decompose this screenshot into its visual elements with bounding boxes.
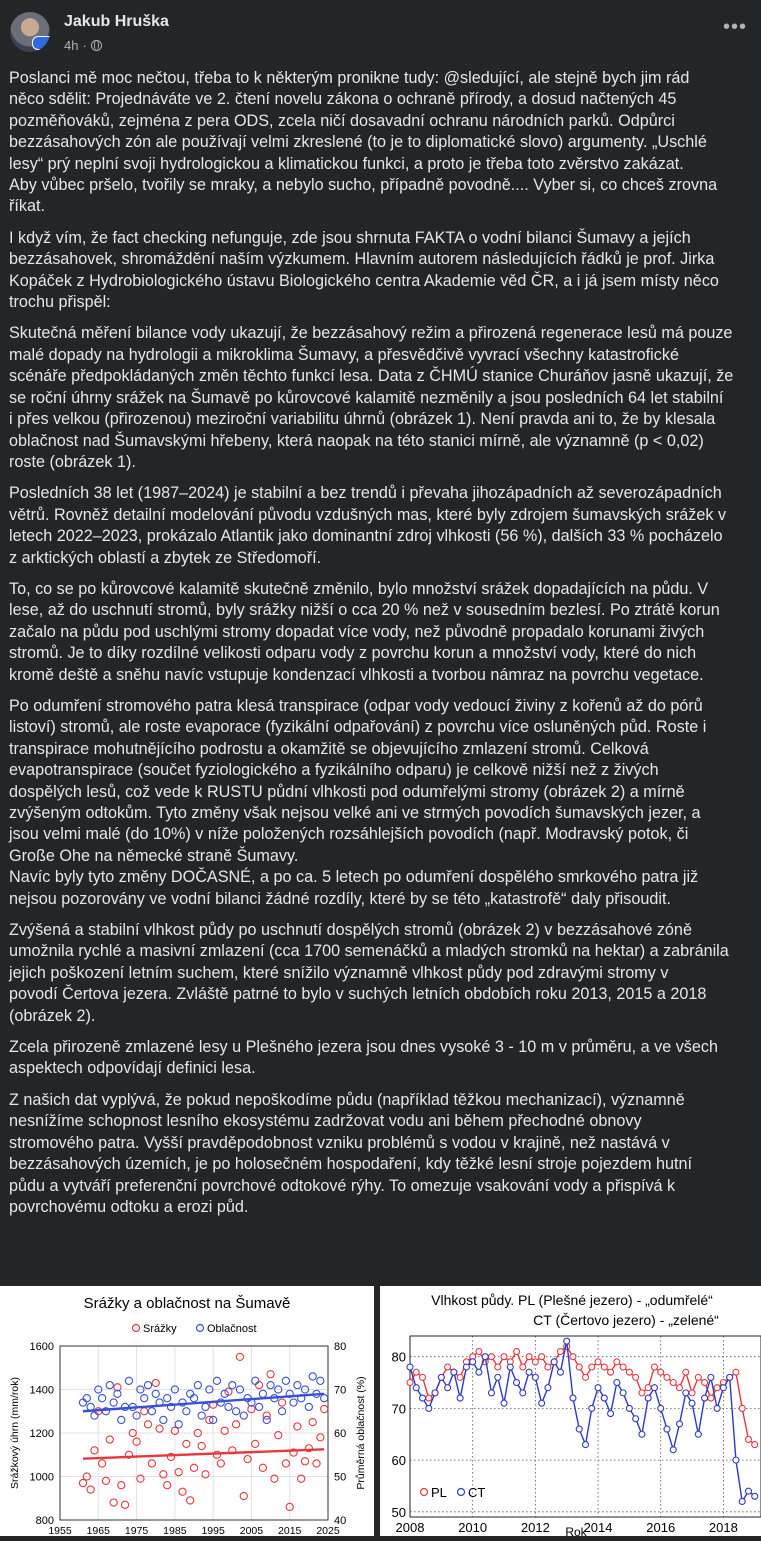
post-paragraph: Zvýšená a stabilní vlhkost půdy po uschnutí dospělých stromů (obrázek 2) v bezzásahové zóně umožnila rychlé a masivní zmlazení (cca 1700 semenáčků a mladých stromků na hektar) a zabránila jejich poškození letním suchem, které snížilo významně vlhkost půdy pod zdravými stromy v povodí Čertova jezera. Zvláště patrné to bylo v suchých letních obdobích roku 2013, 2015 a 2018 (obrázek 2). [9, 921, 729, 1025]
pl-point [501, 1354, 507, 1360]
oblacnost-point [99, 1395, 106, 1402]
x-axis-label: Rok [565, 1525, 587, 1536]
ct-point [620, 1390, 626, 1396]
pl-point [595, 1359, 601, 1365]
ct-point [407, 1364, 413, 1370]
pl-point [651, 1364, 657, 1370]
post-paragraph: Po odumření stromového patra klesá transpirace (odpar vody vedoucí živiny z kořenů až do pórů listoví) stromů, ale roste evaporace (fyzikální odpařování) z povrchu více osluněných půd. Roste i transpirace mohutnějícího podrostu a okamžitě se objevujícího zmlazení stromů. Celková evapotranspirace (součet fyziologického a fyzikálního odparu) je celkově nižší než z živých dospělých lesů, což vede k RUSTU půdní vlhkosti pod odumřelými stromy (obrázek 2) a mírně zvýšeným odtokům. Tyto změny však nejsou velké ani ve strmých povodích šumavských jezer, a jsou velmi malé (do 10%) v níže položených rozsáhlejších povodích (např. Modravský potok, či Große Ohe na německé straně Šumavy. Navíc byly tyto změny DOČASNÉ, a po ca. 5 letech po odumření dospělého smrkového patra již nejsou pozorovány ve vodní bilanci žádné rozdíly, které by se této „katastrofě“ daly přisoudit. [9, 696, 707, 908]
x-tick-label: 1955 [48, 1525, 72, 1536]
meta-separator: · [82, 38, 87, 53]
x-tick-label: 2005 [239, 1525, 264, 1536]
oblacnost-point [144, 1382, 151, 1389]
ct-point [664, 1426, 670, 1432]
oblacnost-point [152, 1390, 159, 1397]
srazky-point [190, 1464, 197, 1471]
ct-point [633, 1416, 639, 1422]
legend-label-ct: CT [468, 1485, 486, 1500]
y2-tick-label: 70 [334, 1384, 347, 1397]
y2-tick-label: 80 [334, 1341, 347, 1353]
pl-point [583, 1374, 589, 1380]
oblacnost-point [118, 1416, 125, 1423]
pl-point [445, 1364, 451, 1370]
srazky-point [217, 1460, 224, 1467]
srazky-point [141, 1408, 148, 1415]
oblacnost-point [267, 1382, 274, 1389]
ct-point [714, 1405, 720, 1411]
chart1-svg [0, 1286, 374, 1536]
pl-point [645, 1385, 651, 1391]
oblacnost-point [141, 1395, 148, 1402]
y-tick-label: 80 [391, 1349, 406, 1365]
pl-point [426, 1395, 432, 1401]
legend-marker-pl [421, 1489, 428, 1496]
pl-point [658, 1369, 664, 1375]
ct-point [495, 1374, 501, 1380]
srazky-point [187, 1497, 194, 1504]
srazky-point [164, 1482, 171, 1489]
ct-point [720, 1385, 726, 1391]
pl-point [557, 1349, 563, 1355]
srazky-point [87, 1486, 94, 1493]
srazky-point [255, 1382, 262, 1389]
post-header [0, 0, 761, 64]
pl-point [745, 1436, 751, 1442]
legend-label-pl: PL [431, 1485, 447, 1500]
ct-point [601, 1395, 607, 1401]
pl-point [601, 1364, 607, 1370]
pl-point [695, 1374, 701, 1380]
x-tick-label: 2016 [646, 1520, 676, 1535]
pl-point [420, 1374, 426, 1380]
srazky-point [91, 1447, 98, 1454]
ct-point [438, 1374, 444, 1380]
chart2-svg [380, 1286, 761, 1536]
legend-marker-oblacnost [197, 1325, 204, 1332]
pl-point [633, 1374, 639, 1380]
ct-point [658, 1405, 664, 1411]
pl-point [539, 1354, 545, 1360]
pl-point [570, 1354, 576, 1360]
oblacnost-point [187, 1390, 194, 1397]
srazky-point [321, 1405, 328, 1412]
ct-point [432, 1390, 438, 1396]
srazky-point [179, 1488, 186, 1495]
x-tick-label: 2012 [520, 1520, 550, 1535]
post-paragraph: Posledních 38 let (1987–2024) je stabilní a bez trendů i převaha jihozápadních až severozápadních větrů. Rovněž detailní modelování původu vzdušných mas, které byly zdrojem šumavských srážek v letech 2022–2023, prokázalo Atlantik jako dominantní zdroj vlhkosti (56 %), dalších 33 % pocházelo z arktických oblastí a zbytek ze Středomoří. [9, 484, 727, 567]
srazky-point [233, 1421, 240, 1428]
ct-line [410, 1341, 755, 1501]
oblacnost-point [110, 1399, 117, 1406]
ct-point [727, 1374, 733, 1380]
pl-point [576, 1364, 582, 1370]
ct-point [683, 1390, 689, 1396]
pl-point [733, 1369, 739, 1375]
post-time[interactable]: 4h [64, 38, 79, 53]
pl-point [545, 1364, 551, 1370]
oblacnost-point [202, 1403, 209, 1410]
ct-point [501, 1400, 507, 1406]
oblacnost-point [233, 1408, 240, 1415]
oblacnost-point [240, 1412, 247, 1419]
ct-point [451, 1369, 457, 1375]
ct-point [608, 1411, 614, 1417]
oblacnost-point [317, 1377, 324, 1384]
chart-soil-moisture[interactable] [380, 1286, 761, 1536]
chart2-title: Vlhkost půdy. PL (Plešné jezero) - „odumřelé“ [431, 1292, 713, 1308]
srazky-point [252, 1440, 259, 1447]
ct-point [545, 1385, 551, 1391]
pl-point [702, 1380, 708, 1386]
legend-label-oblacnost: Oblačnost [207, 1323, 257, 1335]
srazky-point [236, 1353, 243, 1360]
srazky-point [118, 1482, 125, 1489]
srazky-point [175, 1469, 182, 1476]
post-paragraph: Poslanci mě moc nečtou, třeba to k některým pronikne tudy: @sledující, ale stejně bych jim rád něco sdělit: Projednáváte ve 2. čtení novelu zákona o ochraně přírody, a dosud načtených 45 pozměňováků, zejména z pera ODS, zcela ničí dosavadní ochranu národních parků. Odpůrci bezzásahových zón ale používají velmi zkreslené (to je to diplomatické slovo) argumenty. „Uschlé lesy“ prý neplní svoji hydrologickou a klimatickou funkci, a proto je třeba toto zvěrstvo zakázat. Aby vůbec pršelo, tvořily se mraky, a nebylo sucho, případně povodně.... Vyber si, co chceš zrovna říkat. [9, 69, 718, 216]
ct-point [507, 1364, 513, 1370]
ct-point [520, 1390, 526, 1396]
post-paragraph: Skutečná měření bilance vody ukazují, že bezzásahový režim a přirozená regenerace lesů má pouze malé dopady na hydrologii a mikroklima Šumavy, a přesvědčivě vyvrací všechny katastrofické scénáře předpokládaných změn těchto funkcí lesa. Data z ČHMÚ stanice Churáňov jasně ukazují, že se roční úhrny srážek na Šumavě po kůrovcové kalamitě nezměnily a jsou posledních 64 let stabilní i přes velkou (přirozenou) meziroční variabilitu úhrnů (obrázek 1). Není pravda ani to, že by klesala oblačnost nad Šumavskými hřebeny, která naopak na této stanici mírně, ale významně (p < 0,02) roste (obrázek 1). [9, 324, 734, 471]
ct-point [457, 1395, 463, 1401]
ct-point [476, 1369, 482, 1375]
chart1-title: Srážky a oblačnost na Šumavě [83, 1295, 291, 1312]
ct-point [689, 1400, 695, 1406]
pl-point [488, 1354, 494, 1360]
ct-point [645, 1395, 651, 1401]
ct-point [470, 1359, 476, 1365]
pl-point [626, 1369, 632, 1375]
ct-point [551, 1359, 557, 1365]
oblacnost-point [79, 1399, 86, 1406]
srazky-point [301, 1458, 308, 1465]
ct-point [589, 1405, 595, 1411]
ct-point [745, 1488, 751, 1494]
y-tick-label: 60 [391, 1453, 406, 1469]
oblacnost-point [255, 1403, 262, 1410]
ct-point [583, 1442, 589, 1448]
ct-point [426, 1405, 432, 1411]
ct-point [532, 1374, 538, 1380]
srazky-point [294, 1423, 301, 1430]
ct-point [488, 1390, 494, 1396]
oblacnost-point [259, 1390, 266, 1397]
plot-frame [410, 1336, 761, 1517]
srazky-point [183, 1440, 190, 1447]
pl-point [670, 1380, 676, 1386]
post-paragraph: Zcela přirozeně zmlazené lesy u Plešného jezera jsou dnes vysoké 3 - 10 m v průměru, a ve všech aspektech odpovídají definici lesa. [9, 1038, 718, 1078]
ct-point [695, 1431, 701, 1437]
oblacnost-point [305, 1403, 312, 1410]
x-tick-label: 1975 [124, 1525, 149, 1536]
legend-marker-srazky [133, 1325, 140, 1332]
srazky-point [148, 1460, 155, 1467]
srazky-point [278, 1399, 285, 1406]
y-tick-label: 1600 [29, 1341, 54, 1353]
ct-point [570, 1395, 576, 1401]
y2-tick-label: 50 [334, 1471, 347, 1484]
oblacnost-point [83, 1395, 90, 1402]
srazky-point [144, 1421, 151, 1428]
oblacnost-point [225, 1403, 232, 1410]
ct-point [595, 1385, 601, 1391]
oblacnost-point [198, 1412, 205, 1419]
pl-point [608, 1369, 614, 1375]
ct-point [463, 1364, 469, 1370]
srazky-point [79, 1479, 86, 1486]
x-tick-label: 2010 [458, 1520, 488, 1535]
srazky-point [282, 1460, 289, 1467]
ct-point [708, 1374, 714, 1380]
y-tick-label: 800 [35, 1515, 54, 1527]
srazky-point [99, 1460, 106, 1467]
oblacnost-point [263, 1416, 270, 1423]
oblacnost-point [252, 1377, 259, 1384]
ct-point [514, 1380, 520, 1386]
y-tick-label: 70 [391, 1401, 406, 1417]
ct-point [445, 1385, 451, 1391]
ct-point [639, 1431, 645, 1437]
x-tick-label: 2014 [583, 1520, 613, 1535]
post-meta [64, 38, 102, 53]
post-paragraph: Z našich dat vyplývá, že pokud nepoškodíme půdu (například těžkou mechanizací), významně nesnížíme schopnost lesního ekosystému zadržovat vodu ani během přechodné obnovy stromového patra. Vyšší pravděpodobnost vzniku problémů s vodou v krajině, než nastává v bezzásahových územích, je po holosečném hospodaření, kdy těžké lesní stroje pojezdem hutní půdu a vytváří preferenční povrchové odtokové rýhy. To omezuje vsakování vody a přispívá k povrchovému odtoku a erozi půd. [9, 1090, 692, 1216]
y-tick-label: 1400 [29, 1384, 54, 1397]
oblacnost-point [91, 1412, 98, 1419]
pl-point [526, 1354, 532, 1360]
srazky-point [102, 1477, 109, 1484]
ct-point [677, 1421, 683, 1427]
pl-point [476, 1349, 482, 1355]
pl-point [689, 1390, 695, 1396]
oblacnost-point [321, 1395, 328, 1402]
pl-point [520, 1364, 526, 1370]
ct-point [702, 1395, 708, 1401]
pl-point [752, 1442, 758, 1448]
oblacnost-point [190, 1395, 197, 1402]
post-paragraph: To, co se po kůrovcové kalamitě skutečně změnilo, bylo množství srážek dopadajících na půdu. V lese, až do uschnutí stromů, byly srážky nižší o cca 20 % než v sousedním bezlesí. Po ztrátě korun začalo na půdu pod uschlými stromy dopadat více vody, než původně propadalo korunami živých stromů. Je to díky rozdílné velikosti odparu vody z povrchu korun a množství vody, které do nich kromě deště a sněhu navíc vstupuje kondenzací vlhkosti a tvorbou námraz na povrchu vegetace. [9, 579, 720, 684]
srazky-point [259, 1464, 266, 1471]
x-tick-label: 2008 [395, 1520, 425, 1535]
oblacnost-point [278, 1408, 285, 1415]
srazky-point [156, 1425, 163, 1432]
pl-point [407, 1380, 413, 1386]
pl-point [677, 1385, 683, 1391]
post-text [9, 68, 755, 1228]
globe-icon[interactable] [91, 40, 102, 51]
author-name[interactable]: Jakub Hruška [64, 13, 169, 30]
oblacnost-point [290, 1399, 297, 1406]
ct-point [614, 1380, 620, 1386]
oblacnost-point [229, 1382, 236, 1389]
oblacnost-point [183, 1408, 190, 1415]
oblacnost-point [148, 1408, 155, 1415]
y2-tick-label: 40 [334, 1515, 347, 1527]
oblacnost-point [106, 1382, 113, 1389]
legend-label-srazky: Srážky [143, 1323, 177, 1335]
y-tick-label: 1200 [29, 1428, 54, 1440]
ct-point [626, 1405, 632, 1411]
legend-marker-ct [458, 1489, 465, 1496]
srazky-point [240, 1492, 247, 1499]
post-paragraph: I když vím, že fact checking nefunguje, zde jsou shrnuta FAKTA o vodní bilanci Šumavy a jejích bezzásahovek, shromáždění naším výzkumem. Hlavním autorem následujících řádků je prof. Jirka Kopáček z Hydrobiologického ústavu Biologického centra Akademie věd ČR, a i já jsem místy něco trochu přispěl: [9, 228, 719, 312]
avatar-badge-icon [32, 36, 50, 50]
ct-point [670, 1447, 676, 1453]
x-tick-label: 1985 [163, 1525, 187, 1536]
oblacnost-point [294, 1382, 301, 1389]
x-tick-label: 1965 [86, 1525, 110, 1536]
oblacnost-point [213, 1377, 220, 1384]
y2-tick-label: 60 [334, 1428, 347, 1440]
oblacnost-point [194, 1382, 201, 1389]
oblacnost-point [160, 1416, 167, 1423]
pl-point [514, 1349, 520, 1355]
x-tick-label: 2025 [316, 1525, 340, 1536]
y-tick-label: 1000 [29, 1471, 54, 1484]
srazky-point [110, 1499, 117, 1506]
srazky-point [152, 1379, 159, 1386]
pl-point [589, 1364, 595, 1370]
y-axis-label: Srážkový úhrn (mm/rok) [9, 1376, 21, 1490]
pl-point [714, 1385, 720, 1391]
srazky-point [244, 1456, 251, 1463]
ct-point [651, 1385, 657, 1391]
pl-point [457, 1374, 463, 1380]
ct-point [576, 1426, 582, 1432]
pl-point [413, 1369, 419, 1375]
ct-point [539, 1400, 545, 1406]
srazky-point [313, 1460, 320, 1467]
oblacnost-point [164, 1395, 171, 1402]
srazky-point [317, 1434, 324, 1441]
oblacnost-point [175, 1421, 182, 1428]
chart-precipitation-cloudiness[interactable] [0, 1286, 374, 1536]
author-avatar[interactable] [10, 12, 50, 52]
srazky-point [309, 1419, 316, 1426]
ct-point [526, 1369, 532, 1375]
ct-point [413, 1385, 419, 1391]
pl-point [614, 1359, 620, 1365]
pl-point [664, 1374, 670, 1380]
ct-point [420, 1395, 426, 1401]
srazky-trendline [83, 1449, 324, 1458]
ct-point [564, 1338, 570, 1344]
x-tick-label: 2018 [708, 1520, 738, 1535]
oblacnost-point [125, 1377, 132, 1384]
ct-point [752, 1493, 758, 1499]
more-options-icon[interactable]: ••• [722, 16, 747, 38]
x-tick-label: 2015 [278, 1525, 302, 1536]
ct-point [482, 1354, 488, 1360]
pl-point [708, 1395, 714, 1401]
pl-point [739, 1405, 745, 1411]
pl-point [683, 1369, 689, 1375]
oblacnost-point [282, 1377, 289, 1384]
ct-point [733, 1457, 739, 1463]
ct-point [739, 1498, 745, 1504]
post-images[interactable] [0, 1286, 761, 1536]
srazky-point [121, 1501, 128, 1508]
pl-point [620, 1364, 626, 1370]
srazky-point [267, 1371, 274, 1378]
pl-point [495, 1364, 501, 1370]
pl-point [639, 1390, 645, 1396]
srazky-point [106, 1436, 113, 1443]
oblacnost-point [309, 1373, 316, 1380]
pl-point [532, 1359, 538, 1365]
ct-point [557, 1369, 563, 1375]
x-tick-label: 1995 [201, 1525, 225, 1536]
y-tick-label: 50 [391, 1504, 406, 1520]
chart2-subtitle: CT (Čertovo jezero) - „zelené“ [533, 1312, 719, 1328]
srazky-point [198, 1442, 205, 1449]
y2-axis-label: Průměrná oblačnost (%) [355, 1376, 367, 1490]
